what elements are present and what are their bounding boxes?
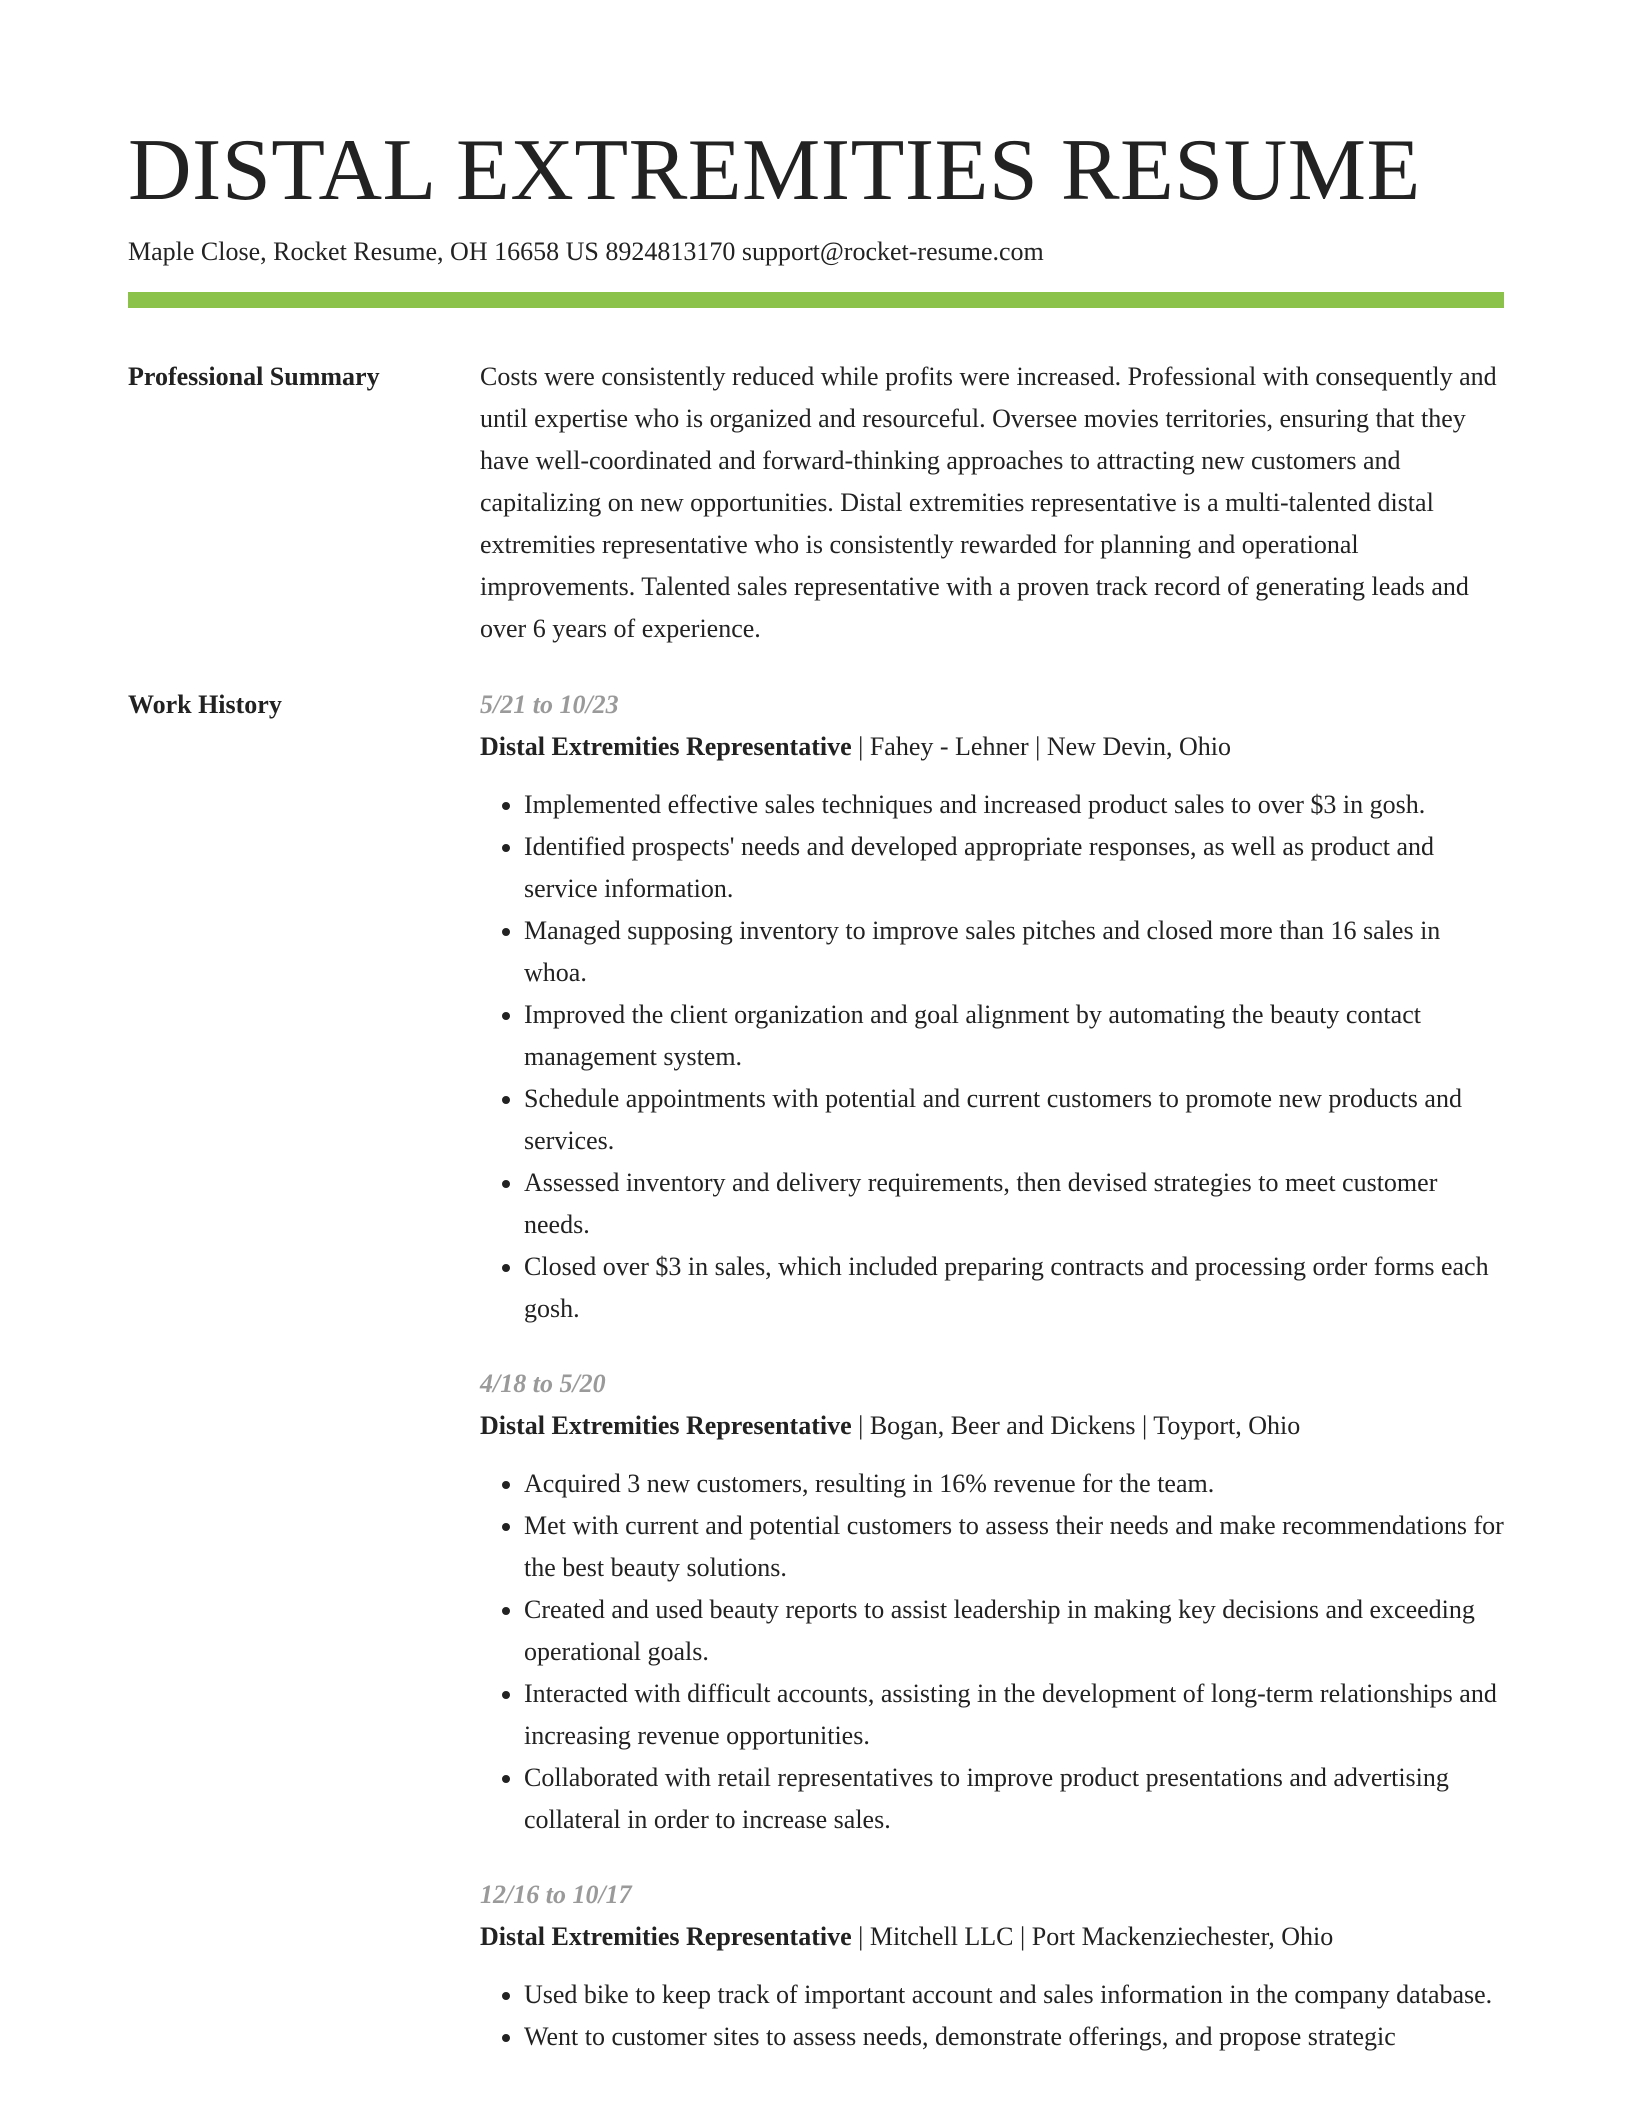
job-title: Distal Extremities Representative [480,1411,852,1440]
summary-section [128,356,1504,650]
job-bullet: • Met with current and potential customers to assess their needs and make recommendations for the best beauty solutions. [524,1505,1504,1589]
job-bullets [480,784,1504,1330]
job-bullet: • Identified prospects' needs and developed appropriate responses, as well as product and service information. [524,826,1504,910]
summary-heading: Professional Summary [128,362,380,391]
job-heading [480,1405,1504,1447]
work-history-heading: Work History [128,690,282,719]
job-bullet: • Schedule appointments with potential and current customers to promote new products and services. [524,1078,1504,1162]
job-bullet: • Implemented effective sales techniques and increased product sales to over $3 in gosh. [524,784,1504,826]
job-entry [480,684,1504,1330]
work-history-section [128,684,1504,2058]
job-entry [480,1874,1504,2058]
job-bullet: • Went to customer sites to assess needs, demonstrate offerings, and propose strategic [524,2016,1504,2058]
summary-body [480,356,1504,650]
job-bullet: • Assessed inventory and delivery requirements, then devised strategies to meet customer needs. [524,1162,1504,1246]
job-bullet: • Improved the client organization and goal alignment by automating the beauty contact management system. [524,994,1504,1078]
job-details: | Fahey - Lehner | New Devin, Ohio [851,732,1231,761]
job-bullets [480,1974,1504,2058]
job-bullet: • Acquired 3 new customers, resulting in 16% revenue for the team. [524,1463,1504,1505]
job-details: | Mitchell LLC | Port Mackenziechester, Ohio [851,1922,1334,1951]
job-bullet: • Managed supposing inventory to improve sales pitches and closed more than 16 sales in whoa. [524,910,1504,994]
job-bullet: • Interacted with difficult accounts, assisting in the development of long-term relationships and increasing revenue opportunities. [524,1673,1504,1757]
job-entry [480,1363,1504,1841]
resume-page [128,118,1504,2058]
job-bullet: • Used bike to keep track of important account and sales information in the company database. [524,1974,1504,2016]
header-divider [128,292,1504,308]
job-title: Distal Extremities Representative [480,732,852,761]
job-bullet: • Closed over $3 in sales, which included preparing contracts and processing order forms each gosh. [524,1246,1504,1330]
work-history-body [480,684,1504,2058]
job-bullet: • Collaborated with retail representatives to improve product presentations and advertising collateral in order to increase sales. [524,1757,1504,1841]
job-details: | Bogan, Beer and Dickens | Toyport, Ohio [851,1411,1301,1440]
job-bullet: • Created and used beauty reports to assist leadership in making key decisions and exceeding operational goals. [524,1589,1504,1673]
job-dates: 5/21 to 10/23 [480,690,619,719]
job-heading [480,1916,1504,1958]
job-dates: 4/18 to 5/20 [480,1369,606,1398]
summary-text: Costs were consistently reduced while profits were increased. Professional with consequently and until expertise who is organized and resourceful. Oversee movies territories, ensuring that they have well-coordinated and forward-thinking approaches to attracting new customers and capitalizing on new opportunities. Distal extremities representative is a multi-talented distal extremities representative who is consistently rewarded for planning and operational improvements. Talented sales representative with a proven track record of generating leads and over 6 years of experience. [480,362,1497,643]
job-heading [480,726,1504,768]
job-bullets [480,1463,1504,1841]
resume-title: DISTAL EXTREMITIES RESUME [128,122,1421,219]
job-title: Distal Extremities Representative [480,1922,852,1951]
job-dates: 12/16 to 10/17 [480,1880,632,1909]
contact-info: Maple Close, Rocket Resume, OH 16658 US 8924813170 support@rocket-resume.com [128,237,1044,266]
